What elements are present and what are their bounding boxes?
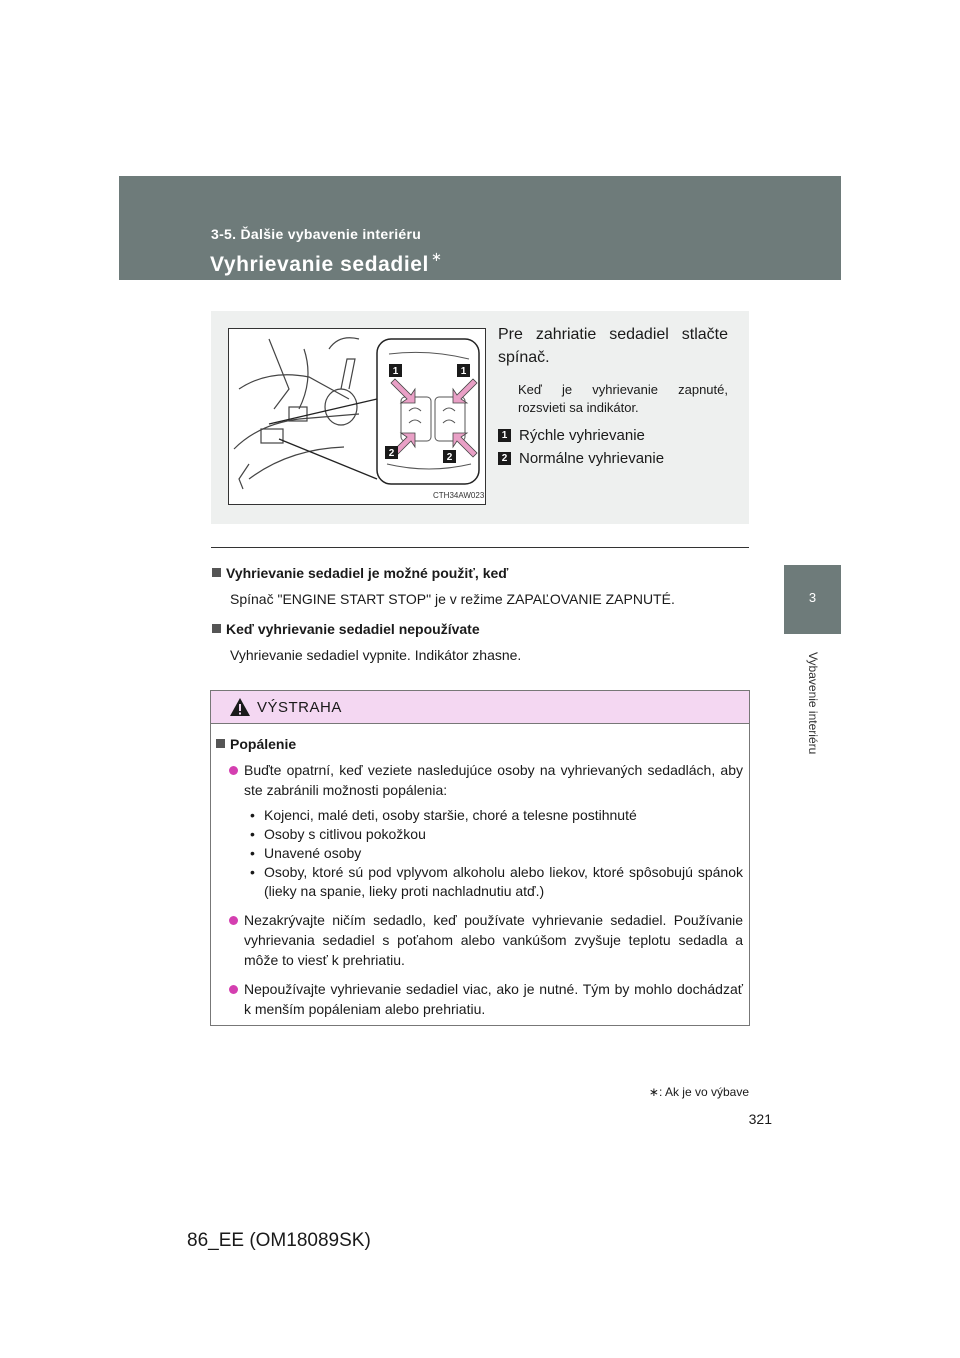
console-drawing	[229, 329, 485, 504]
illustration-panel	[211, 311, 749, 524]
shift-lever	[341, 359, 355, 389]
notes-section	[212, 563, 748, 675]
illustration-code: CTH34AW023	[433, 491, 485, 500]
note-text: Vyhrievanie sedadiel vypnite. Indikátor zhasne.	[230, 647, 522, 663]
warning-item: Buďte opatrní, keď veziete nasledujúce osoby na vyhrievaných sedadlách, aby ste zabránili možnosti popálenia: • Kojenci, malé deti, osoby staršie, choré a telesne postihnuté • Osoby s citlivou pokožkou • Unavené osoby • Osoby, ktoré sú pod vplyvom alkoholu alebo liekov, ktoré spôsobujú spánok (lieky na spanie, lieky proti nachladnutiu atď.)	[216, 760, 743, 901]
legend-number: 2	[498, 452, 511, 465]
legend-number: 1	[498, 429, 511, 442]
square-bullet-icon	[212, 568, 221, 577]
round-bullet-icon	[229, 985, 238, 994]
console-line	[269, 339, 289, 409]
console-switch	[261, 429, 283, 443]
note-heading: Keď vyhrievanie sedadiel nepoužívate	[212, 619, 748, 639]
chapter-tab-number: 3	[784, 565, 841, 634]
console-line	[234, 414, 359, 449]
section-label: 3-5. Ďalšie vybavenie interiéru	[211, 226, 422, 242]
console-line	[299, 349, 308, 409]
footnote-mark: ∗	[648, 1085, 659, 1099]
footnote: ∗: Ak je vo výbave	[648, 1085, 749, 1099]
warning-icon	[229, 697, 251, 717]
warning-sub-list	[250, 806, 743, 901]
note-text: Spínač "ENGINE START STOP" je v režime ZAPAĽOVANIE ZAPNUTÉ.	[230, 591, 675, 607]
list-item: • Osoby, ktoré sú pod vplyvom alkoholu alebo liekov, ktoré spôsobujú spánok (lieky na spanie, lieky proti nachladnutiu atď.)	[250, 864, 743, 899]
warning-box	[210, 690, 750, 1026]
seat-heater-illustration	[228, 328, 486, 505]
warning-title: VÝSTRAHA	[257, 699, 342, 716]
callout-label: 1	[392, 366, 399, 377]
leader-line	[269, 399, 377, 424]
warning-item: Nezakrývajte ničím sedadlo, keď používate vyhrievanie sedadiel. Používanie vyhrievania sedadiel s poťahom alebo vankúšom zvyšuje teplotu sedadla a môže to viesť k prehriatiu.	[216, 910, 743, 970]
round-bullet-icon	[229, 916, 238, 925]
chapter-tab-label: Vybavenie interiéru	[806, 652, 820, 755]
page-title: Vyhrievanie sedadiel ∗	[210, 249, 443, 276]
callout-label: 2	[388, 448, 395, 459]
list-item: • Osoby s citlivou pokožkou	[250, 826, 426, 842]
square-bullet-icon	[212, 624, 221, 633]
legend-item	[498, 427, 728, 444]
list-item: • Unavené osoby	[250, 845, 362, 861]
legend-item	[498, 450, 728, 467]
section-header	[119, 176, 841, 280]
indicator-note: Keď je vyhrievanie zapnuté, rozsvieti sa indikátor.	[518, 382, 728, 415]
callout-label: 2	[446, 452, 453, 463]
square-bullet-icon	[216, 739, 225, 748]
leader-line	[279, 439, 377, 479]
note-heading: Vyhrievanie sedadiel je možné použiť, keď	[212, 563, 748, 583]
warning-title-bar	[211, 691, 749, 724]
console-line	[239, 464, 249, 489]
warning-item: Nepoužívajte vyhrievanie sedadiel viac, ako je nutné. Tým by mohlo dochádzať k menším popáleniam alebo prehriatiu.	[216, 979, 743, 1019]
page-number: 321	[748, 1111, 772, 1127]
console-line	[329, 338, 359, 349]
list-item: • Kojenci, malé deti, osoby staršie, choré a telesne postihnuté	[250, 807, 637, 823]
title-footnote-mark: ∗	[431, 249, 443, 264]
instruction-text: Pre zahriatie sedadiel stlačte spínač.	[498, 326, 728, 366]
zoom-inset	[377, 339, 479, 484]
console-line	[249, 447, 344, 479]
legend-label: Normálne vyhrievanie	[519, 450, 665, 467]
warning-body	[211, 724, 749, 1019]
callout-label: 1	[460, 366, 467, 377]
divider	[211, 547, 749, 548]
illustration-description	[498, 323, 728, 467]
round-bullet-icon	[229, 766, 238, 775]
console-line	[239, 375, 349, 399]
document-code: 86_EE (OM18089SK)	[187, 1230, 371, 1251]
warning-heading: Popálenie	[216, 736, 743, 752]
legend-label: Rýchle vyhrievanie	[519, 427, 645, 444]
